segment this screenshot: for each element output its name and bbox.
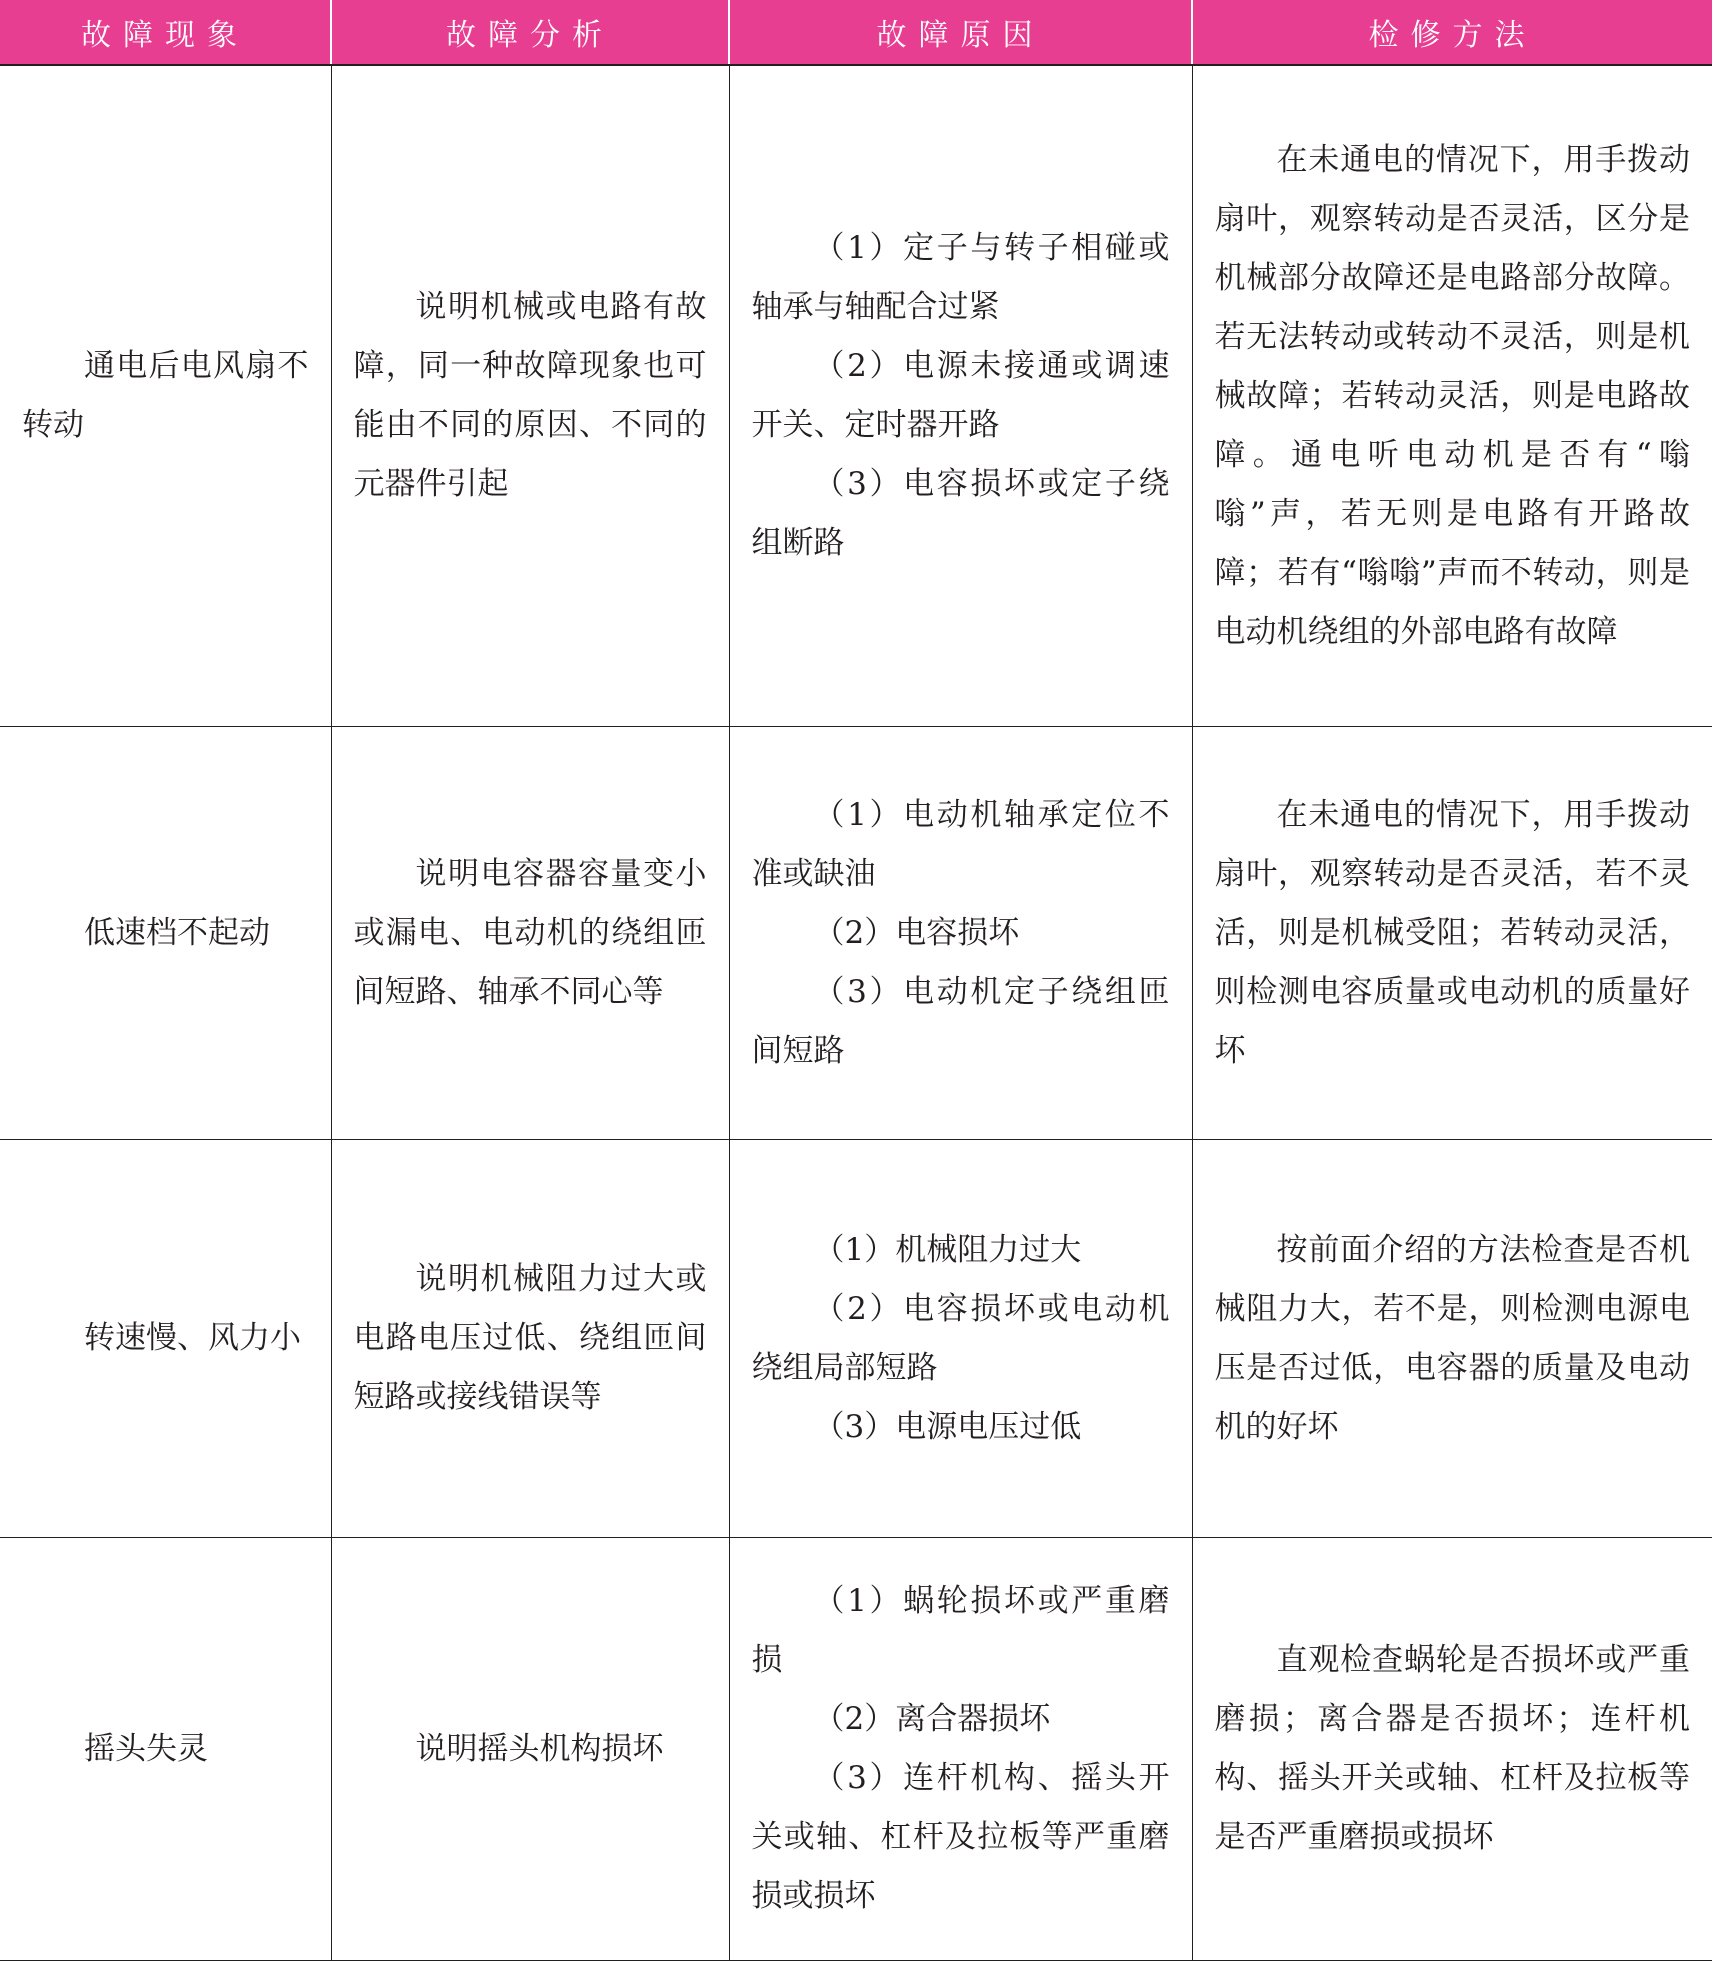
repair-text: 在未通电的情况下，用手拨动扇叶，观察转动是否灵活，区分是机械部分故障还是电路部分故障。若无法转动或转动不灵活，则是机械故障；若转动灵活，则是电路故障。通电听电动机是否有“嗡嗡”声，若无则是电路有开路故障；若有“嗡嗡”声而不转动，则是电动机绕组的外部电路有故障 — [1214, 141, 1690, 650]
cause-item: （2）电容损坏 — [813, 914, 1020, 951]
repair-cell — [1192, 65, 1712, 727]
cause-item: （3）电源电压过低 — [813, 1408, 1082, 1445]
cause-item: （1）电动机轴承定位不准或缺油 — [751, 796, 1170, 892]
symptom-text: 通电后电风扇不转动 — [22, 348, 309, 443]
symptom-cell — [0, 1538, 331, 1961]
cause-cell — [729, 1538, 1192, 1961]
cause-item: （3）连杆机构、摇头开关或轴、杠杆及拉板等严重磨损或损坏 — [751, 1760, 1170, 1914]
analysis-cell — [331, 1140, 729, 1538]
analysis-cell — [331, 65, 729, 727]
repair-text: 按前面介绍的方法检查是否机械阻力大，若不是，则检测电源电压是否过低，电容器的质量及电动机的好坏 — [1214, 1231, 1690, 1445]
table-row — [0, 727, 1712, 1140]
cause-item: （2）电容损坏或电动机绕组局部短路 — [751, 1290, 1170, 1386]
header-symptom: 故障现象 — [0, 0, 331, 65]
analysis-text: 说明机械阻力过大或电路电压过低、绕组匝间短路或接线错误等 — [353, 1261, 707, 1415]
analysis-text: 说明电容器容量变小或漏电、电动机的绕组匝间短路、轴承不同心等 — [353, 855, 707, 1010]
table-row — [0, 1538, 1712, 1961]
cause-item: （2）电源未接通或调速开关、定时器开路 — [751, 348, 1170, 443]
cause-item: （2）离合器损坏 — [813, 1701, 1051, 1737]
repair-text: 直观检查蜗轮是否损坏或严重磨损；离合器是否损坏；连杆机构、摇头开关或轴、杠杆及拉板等是否严重磨损或损坏 — [1214, 1642, 1690, 1855]
repair-cell — [1192, 1140, 1712, 1538]
symptom-text: 低速档不起动 — [84, 914, 270, 951]
cause-cell — [729, 65, 1192, 727]
symptom-cell — [0, 1140, 331, 1538]
header-repair: 检修方法 — [1192, 0, 1712, 65]
symptom-text: 转速慢、风力小 — [84, 1320, 301, 1356]
cause-item: （3）电动机定子绕组匝间短路 — [751, 973, 1170, 1069]
header-analysis: 故障分析 — [331, 0, 729, 65]
table-row — [0, 65, 1712, 727]
cause-item: （1）定子与转子相碰或轴承与轴配合过紧 — [751, 230, 1170, 325]
header-cause: 故障原因 — [729, 0, 1192, 65]
cause-item: （1）机械阻力过大 — [813, 1231, 1082, 1268]
table-header-row — [0, 0, 1712, 65]
cause-item: （3）电容损坏或定子绕组断路 — [751, 466, 1170, 561]
analysis-cell — [331, 727, 729, 1140]
analysis-text: 说明机械或电路有故障，同一种故障现象也可能由不同的原因、不同的元器件引起 — [353, 289, 707, 502]
analysis-cell — [331, 1538, 729, 1961]
analysis-text: 说明摇头机构损坏 — [415, 1730, 664, 1767]
cause-cell — [729, 727, 1192, 1140]
repair-text: 在未通电的情况下，用手拨动扇叶，观察转动是否灵活，若不灵活，则是机械受阻；若转动灵活，则检测电容质量或电动机的质量好坏 — [1214, 796, 1690, 1069]
table-row — [0, 1140, 1712, 1538]
symptom-text: 摇头失灵 — [84, 1730, 208, 1767]
symptom-cell — [0, 65, 331, 727]
cause-cell — [729, 1140, 1192, 1538]
repair-cell — [1192, 1538, 1712, 1961]
repair-cell — [1192, 727, 1712, 1140]
symptom-cell — [0, 727, 331, 1140]
cause-item: （1）蜗轮损坏或严重磨损 — [751, 1583, 1170, 1678]
